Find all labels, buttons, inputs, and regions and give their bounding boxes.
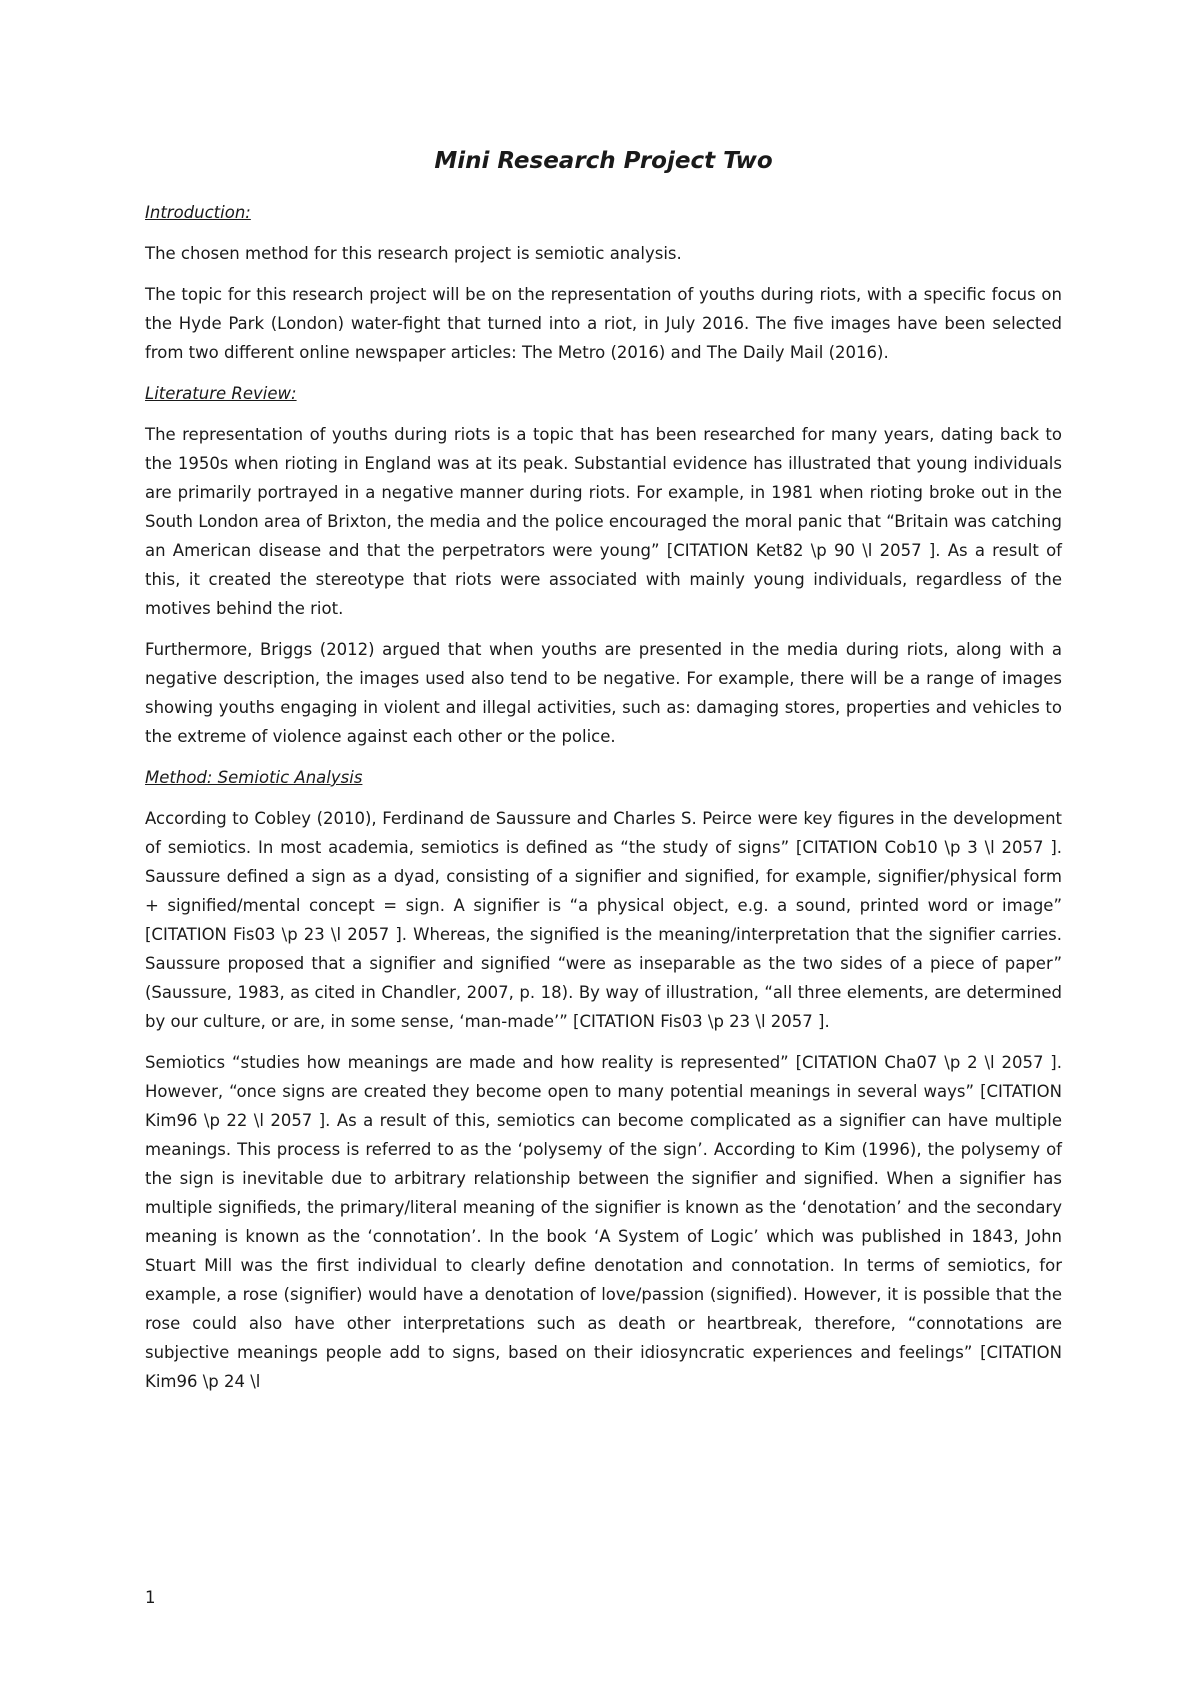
paragraph: Semiotics “studies how meanings are made and how reality is represented” [CITATION Cha07 \p 2 \l 2057 ]. However, “once signs are created they become open to many potential meanings in several ways” [CITATION Kim96 \p 22 \l 2057 ]. As a result of this, semiotics can become complicated as a signifier can have multiple meanings. This process is referred to as the ‘polysemy of the sign’. According to Kim (1996), the polysemy of the sign is inevitable due to arbitrary relationship between the signifier and signified. When a signifier has multiple signifieds, the primary/literal meaning of the signifier is known as the ‘denotation’ and the secondary meaning is known as the ‘connotation’. In the book ‘A System of Logic’ which was published in 1843, John Stuart Mill was the first individual to clearly define denotation and connotation. In terms of semiotics, for example, a rose (signifier) would have a denotation of love/passion (signified). However, it is possible that the rose could also have other interpretations such as death or heartbreak, therefore, “connotations are subjective meanings people add to signs, based on their idiosyncratic experiences and feelings” [CITATION Kim96 \p 24 \l (145, 1053, 1062, 1391)
section-heading: Introduction: (145, 203, 251, 222)
paragraph: The chosen method for this research project is semiotic analysis. (145, 244, 682, 263)
document-page (145, 146, 1062, 1408)
section-introduction (145, 198, 1062, 367)
paragraph: According to Cobley (2010), Ferdinand de Saussure and Charles S. Peirce were key figures in the development of semiotics. In most academia, semiotics is defined as “the study of signs” [CITATION Cob10 \p 3 \l 2057 ]. Saussure defined a sign as a dyad, consisting of a signifier and signified, for example, signifier/physical form + signified/mental concept = sign. A signifier is “a physical object, e.g. a sound, printed word or image” [CITATION Fis03 \p 23 \l 2057 ]. Whereas, the signified is the meaning/interpretation that the signifier carries. Saussure proposed that a signifier and signified “were as inseparable as the two sides of a piece of paper” (Saussure, 1983, as cited in Chandler, 2007, p. 18). By way of illustration, “all three elements, are determined by our culture, or are, in some sense, ‘man-made’” [CITATION Fis03 \p 23 \l 2057 ]. (145, 809, 1062, 1031)
paragraph: Furthermore, Briggs (2012) argued that when youths are presented in the media during riots, along with a negative description, the images used also tend to be negative. For example, there will be a range of images showing youths engaging in violent and illegal activities, such as: damaging stores, properties and vehicles to the extreme of violence against each other or the police. (145, 640, 1062, 746)
page-number: 1 (145, 1588, 156, 1607)
document-title: Mini Research Project Two (434, 148, 773, 174)
paragraph: The topic for this research project will be on the representation of youths during riots, with a specific focus on the Hyde Park (London) water-fight that turned into a riot, in July 2016. The five images have been selected from two different online newspaper articles: The Metro (2016) and The Daily Mail (2016). (145, 285, 1062, 362)
section-heading: Literature Review: (145, 384, 297, 403)
section-heading: Method: Semiotic Analysis (145, 768, 363, 787)
section-literature-review (145, 379, 1062, 751)
section-method (145, 763, 1062, 1396)
paragraph: The representation of youths during riots is a topic that has been researched for many years, dating back to the 1950s when rioting in England was at its peak. Substantial evidence has illustrated that young individuals are primarily portrayed in a negative manner during riots. For example, in 1981 when rioting broke out in the South London area of Brixton, the media and the police encouraged the moral panic that “Britain was catching an American disease and that the perpetrators were young” [CITATION Ket82 \p 90 \l 2057 ]. As a result of this, it created the stereotype that riots were associated with mainly young individuals, regardless of the motives behind the riot. (145, 425, 1062, 618)
